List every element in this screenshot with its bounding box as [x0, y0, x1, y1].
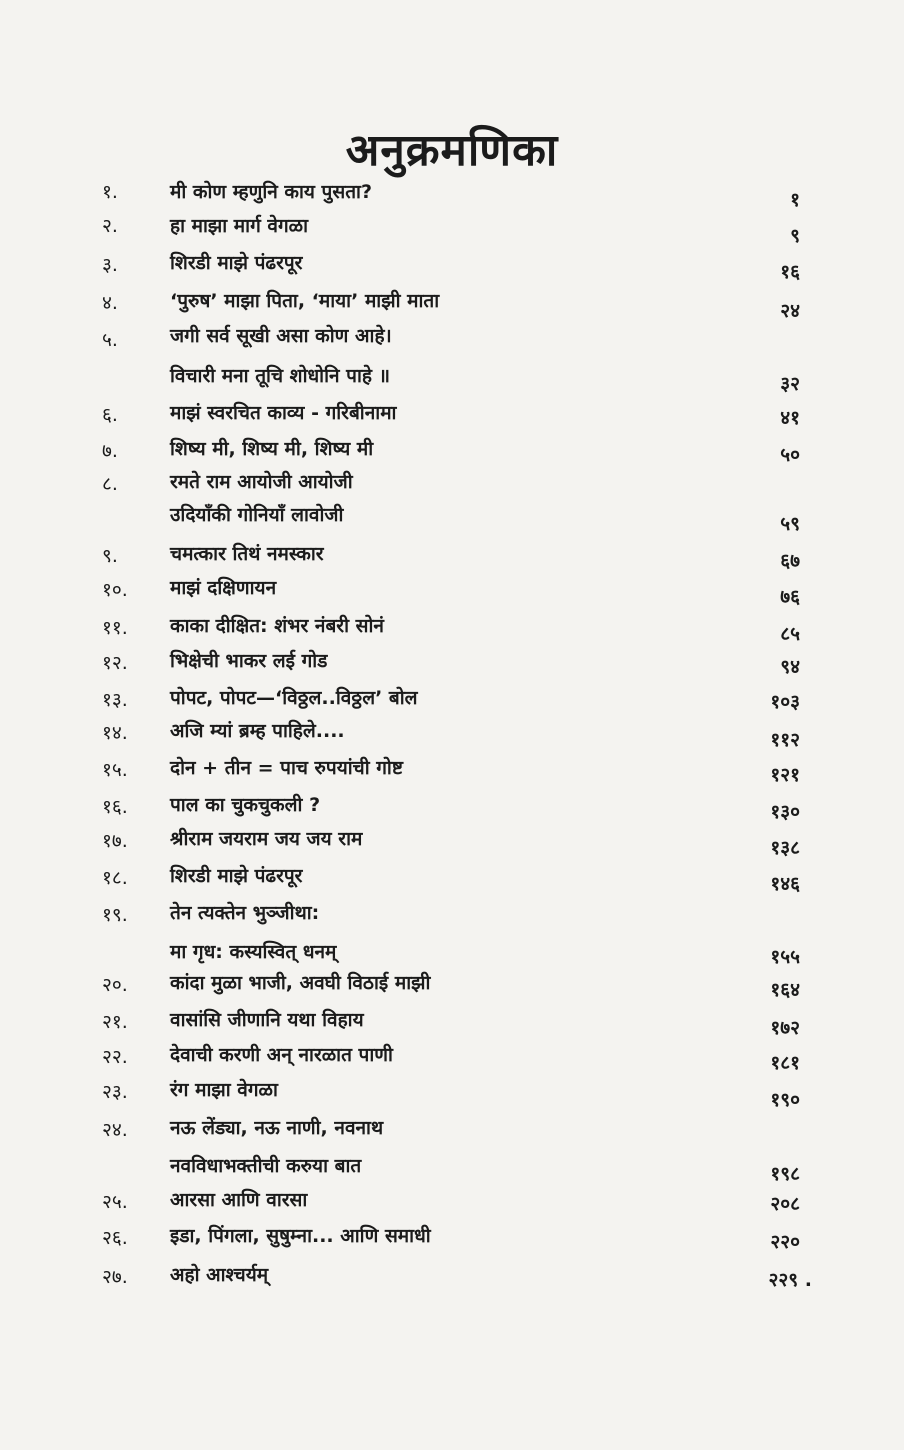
- entry-page: १०३: [770, 691, 800, 713]
- entry-number: ९.: [102, 545, 118, 567]
- entry-title-line2: मा गृध: कस्यस्वित् धनम्: [170, 941, 337, 963]
- entry-number: १३.: [102, 689, 128, 711]
- entry-title: काका दीक्षित: शंभर नंबरी सोनं: [170, 615, 384, 637]
- entry-page: ९४: [780, 656, 800, 678]
- entry-title: हा माझा मार्ग वेगळा: [170, 215, 309, 237]
- entry-number: १०.: [102, 579, 128, 601]
- entry-title: ‘पुरुष’ माझा पिता, ‘माया’ माझी माता: [170, 290, 440, 312]
- entry-number: १६.: [102, 796, 128, 818]
- entry-title: शिष्य मी, शिष्य मी, शिष्य मी: [170, 438, 374, 460]
- entry-title: जगी सर्व सूखी असा कोण आहे।: [170, 325, 392, 347]
- entry-number: ८.: [102, 473, 118, 495]
- entry-title: भिक्षेची भाकर लई गोड: [170, 650, 328, 672]
- entry-page: १९८: [770, 1163, 800, 1185]
- page-title: अनुक्रमणिका: [345, 125, 559, 176]
- entry-title: पाल का चुकचुकली ?: [170, 794, 321, 816]
- entry-title: नऊ लेंड्या, नऊ नाणी, नवनाथ: [170, 1117, 384, 1139]
- entry-number: १७.: [102, 830, 128, 852]
- entry-page: ४१: [780, 407, 800, 429]
- entry-title: कांदा मुळा भाजी, अवघी विठाई माझी: [170, 972, 431, 994]
- entry-number: २२.: [102, 1046, 128, 1068]
- entry-title: रंग माझा वेगळा: [170, 1079, 278, 1101]
- entry-page: ५९: [780, 513, 800, 535]
- entry-title: दोन + तीन = पाच रुपयांची गोष्ट: [170, 757, 403, 779]
- entry-page: १५५: [770, 946, 800, 968]
- entry-title: तेन त्यक्तेन भुञ्जीथा:: [170, 902, 320, 924]
- entry-number: ११.: [102, 617, 128, 639]
- entry-title: अहो आश्चर्यम्: [170, 1264, 269, 1286]
- entry-page: ३२: [780, 373, 800, 395]
- entry-title: मी कोण म्हणुनि काय पुसता?: [170, 181, 372, 203]
- entry-title: शिरडी माझे पंढरपूर: [170, 865, 303, 887]
- entry-number: १५.: [102, 759, 128, 781]
- entry-number: २४.: [102, 1119, 128, 1141]
- entry-page: १७२: [770, 1017, 800, 1039]
- entry-page: ८५: [780, 623, 800, 645]
- entry-number: १९.: [102, 904, 128, 926]
- entry-page: १३८: [770, 837, 800, 859]
- entry-number: २५.: [102, 1191, 128, 1213]
- entry-page: ९: [790, 225, 800, 247]
- entry-title: रमते राम आयोजी आयोजी: [170, 471, 353, 493]
- entry-number: १२.: [102, 652, 128, 674]
- entry-title: शिरडी माझे पंढरपूर: [170, 252, 303, 274]
- entry-title: देवाची करणी अन् नारळात पाणी: [170, 1044, 393, 1066]
- entry-title: वासांसि जीणानि यथा विहाय: [170, 1009, 364, 1031]
- entry-page: ७६: [780, 586, 800, 608]
- entry-title: माझं स्वरचित काव्य - गरिबीनामा: [170, 402, 397, 424]
- entry-number: ६.: [102, 404, 118, 426]
- entry-page: १: [790, 189, 800, 211]
- entry-page: १६४: [770, 979, 800, 1001]
- entry-page: २०८: [770, 1193, 800, 1215]
- entry-number: ४.: [102, 292, 118, 314]
- entry-title: इडा, पिंगला, सुषुम्ना... आणि समाधी: [170, 1225, 431, 1247]
- entry-number: १.: [102, 181, 118, 203]
- entry-page: २२०: [770, 1231, 800, 1253]
- entry-page: १४६: [770, 873, 800, 895]
- entry-title: माझं दक्षिणायन: [170, 577, 277, 599]
- entry-number: २१.: [102, 1011, 128, 1033]
- entry-page: १६: [780, 261, 800, 283]
- entry-title-line2: नवविधाभक्तीची करुया बात: [170, 1155, 362, 1177]
- entry-number: ३.: [102, 254, 118, 276]
- entry-number: २०.: [102, 974, 128, 996]
- entry-title: श्रीराम जयराम जय जय राम: [170, 828, 363, 850]
- entry-page: ११२: [770, 729, 800, 751]
- entry-title: आरसा आणि वारसा: [170, 1189, 308, 1211]
- entry-number: १८.: [102, 867, 128, 889]
- entry-page: ६७: [780, 550, 800, 572]
- entry-title: चमत्कार तिथं नमस्कार: [170, 543, 324, 565]
- entry-page: ५०: [780, 444, 800, 466]
- entry-title: पोपट, पोपट—‘विठ्ठल..विठ्ठल’ बोल: [170, 687, 418, 709]
- entry-number: २.: [102, 215, 118, 237]
- entry-number: २७.: [102, 1266, 128, 1288]
- entry-page: २२९ .: [768, 1269, 812, 1291]
- entry-page: १८१: [770, 1052, 800, 1074]
- entry-number: २३.: [102, 1081, 128, 1103]
- entry-title-line2: विचारी मना तूचि शोधोनि पाहे ॥: [170, 365, 390, 387]
- entry-number: ७.: [102, 440, 118, 462]
- entry-number: २६.: [102, 1227, 128, 1249]
- entry-page: १३०: [770, 801, 800, 823]
- entry-page: २४: [780, 300, 800, 322]
- entry-page: १२१: [770, 764, 800, 786]
- entry-number: ५.: [102, 329, 118, 351]
- entry-page: १९०: [770, 1089, 800, 1111]
- entry-title: अजि म्यां ब्रम्ह पाहिले....: [170, 720, 345, 742]
- entry-title-line2: उदियाँकी गोनियाँ लावोजी: [170, 504, 344, 526]
- entry-number: १४.: [102, 722, 128, 744]
